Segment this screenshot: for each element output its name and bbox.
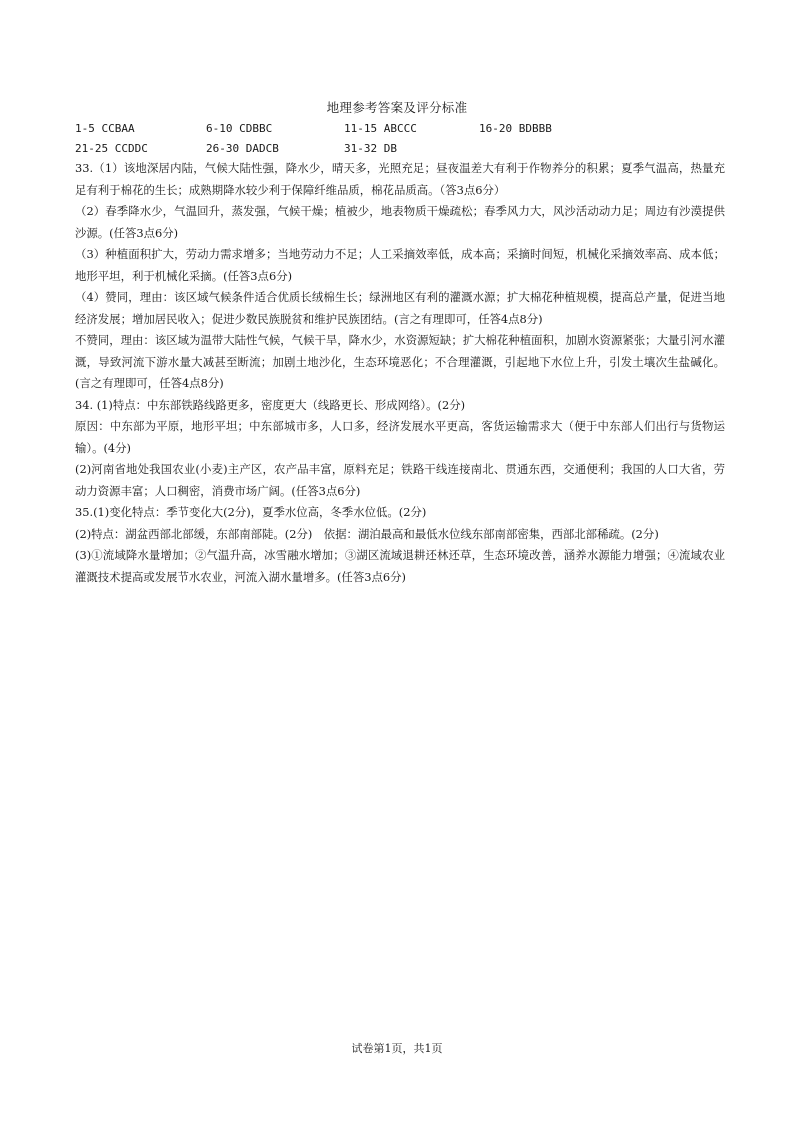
answer-paragraph-35-3: (3)①流域降水量增加；②气温升高，冰雪融水增加；③湖区流域退耕还林还草，生态环境改善，涵养水源能力增强；④流域农业灌溉技术提高或发展节水农业，河流入湖水量增多。(任答3点6分) bbox=[75, 548, 725, 584]
answer-paragraph-33-4-agree: （4）赞同，理由：该区域气候条件适合优质长绒棉生长；绿洲地区有利的灌溉水源；扩大棉花种植规模，提高总产量，促进当地经济发展；增加居民收入；促进少数民族脱贫和维护民族团结。(言之有理即可，任答4点8分) bbox=[75, 290, 725, 326]
answer-paragraph-33-2: （2）春季降水少，气温回升，蒸发强，气候干燥；植被少，地表物质干燥疏松；春季风力大，风沙活动动力足；周边有沙漠提供沙源。(任答3点6分) bbox=[75, 204, 725, 240]
mc-answer-group: 1-5 CCBAA bbox=[75, 122, 135, 135]
mc-answers-row-2 bbox=[75, 139, 735, 159]
answer-paragraph-35-2: (2)特点：湖盆西部北部缓，东部南部陡。(2分) 依据：湖泊最高和最低水位线东部南部密集，西部北部稀疏。(2分) bbox=[75, 526, 659, 541]
mc-answer-group: 16-20 BDBBB bbox=[479, 122, 552, 135]
answer-paragraph-35-1: 35.(1)变化特点：季节变化大(2分)，夏季水位高，冬季水位低。(2分) bbox=[75, 505, 427, 519]
answer-paragraph-34-1-reason: 原因：中东部为平原，地形平坦；中东部城市多，人口多，经济发展水平更高，客货运输需求大（便于中东部人们出行与货物运输）。(4分) bbox=[75, 419, 725, 455]
mc-answer-group: 31-32 DB bbox=[344, 142, 397, 155]
mc-answer-group: 21-25 CCDDC bbox=[75, 142, 148, 155]
mc-answers-row-1 bbox=[75, 119, 735, 139]
answer-body bbox=[75, 158, 725, 588]
document-title: 地理参考答案及评分标准 bbox=[326, 100, 468, 115]
mc-answer-group: 26-30 DADCB bbox=[206, 142, 279, 155]
page-footer: 试卷第1页，共1页 bbox=[351, 1042, 443, 1055]
answer-paragraph-33-3: （3）种植面积扩大，劳动力需求增多；当地劳动力不足；人工采摘效率低，成本高；采摘时间短，机械化采摘效率高、成本低；地形平坦，利于机械化采摘。(任答3点6分) bbox=[75, 247, 725, 283]
answer-paragraph-34-1: 34. (1)特点：中东部铁路线路更多，密度更大（线路更长、形成网络）。(2分) bbox=[75, 397, 466, 412]
answer-paragraph-33-4-disagree: 不赞同，理由：该区域为温带大陆性气候，气候干旱，降水少，水资源短缺；扩大棉花种植面积，加剧水资源紧张；大量引河水灌溉，导致河流下游水量大减甚至断流；加剧土地沙化，生态环境恶化；不合理灌溉，引起地下水位上升，引发土壤次生盐碱化。(言之有理即可，任答4点8分) bbox=[75, 333, 725, 390]
answer-paragraph-33-1: 33.（1）该地深居内陆，气候大陆性强，降水少，晴天多，光照充足；昼夜温差大有利于作物养分的积累；夏季气温高，热量充足有利于棉花的生长；成熟期降水较少利于保障纤维品质，棉花品质高。（答3点6分） bbox=[75, 161, 725, 197]
answer-paragraph-34-2: (2)河南省地处我国农业(小麦)主产区，农产品丰富，原料充足；铁路干线连接南北、贯通东西，交通便利；我国的人口大省，劳动力资源丰富；人口稠密，消费市场广阔。(任答3点6分) bbox=[75, 462, 725, 498]
mc-answer-group: 11-15 ABCCC bbox=[344, 122, 417, 135]
mc-answer-group: 6-10 CDBBC bbox=[206, 122, 273, 135]
